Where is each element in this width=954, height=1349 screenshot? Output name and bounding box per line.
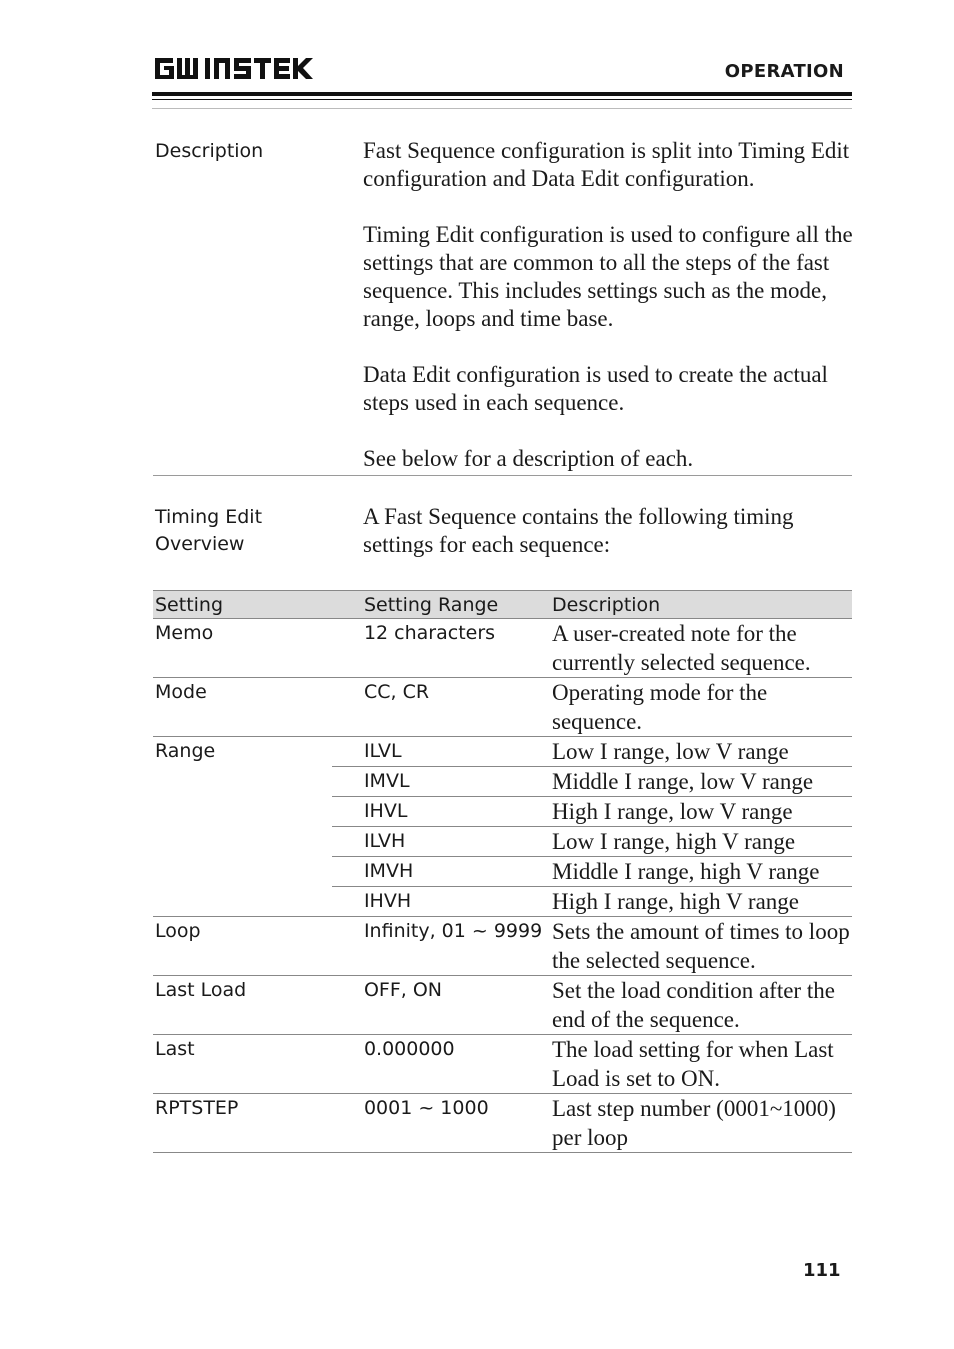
cell-description: Low I range, high V range <box>550 827 852 857</box>
timing-overview-label: Timing Edit Overview <box>155 506 263 555</box>
table-row <box>153 1094 852 1153</box>
section-title: OPERATION <box>724 61 844 82</box>
description-paragraph-4: See below for a description of each. <box>363 446 694 471</box>
table-row <box>153 917 852 976</box>
cell-description: A user-created note for the currently selected sequence. <box>550 619 852 678</box>
section-divider <box>153 475 852 476</box>
description-label: Description <box>155 140 264 162</box>
cell-range: Infinity, 01 ~ 9999 <box>332 917 550 976</box>
header-setting: Setting <box>153 591 332 619</box>
header-setting-range: Setting Range <box>332 591 550 619</box>
cell-description: Middle I range, high V range <box>550 857 852 887</box>
cell-description: Set the load condition after the end of the sequence. <box>550 976 852 1035</box>
table-row <box>153 678 852 737</box>
cell-description: Middle I range, low V range <box>550 767 852 797</box>
cell-setting: Last <box>153 1035 332 1094</box>
cell-range: IHVL <box>332 797 550 827</box>
table-body <box>153 619 852 1153</box>
cell-setting: Loop <box>153 917 332 976</box>
cell-description: Sets the amount of times to loop the selected sequence. <box>550 917 852 976</box>
cell-description: Low I range, low V range <box>550 737 852 767</box>
cell-description: Last step number (0001~1000) per loop <box>550 1094 852 1153</box>
cell-range: ILVH <box>332 827 550 857</box>
cell-range: 12 characters <box>332 619 550 678</box>
cell-description: High I range, low V range <box>550 797 852 827</box>
cell-range: ILVL <box>332 737 550 767</box>
cell-description: The load setting for when Last Load is set to ON. <box>550 1035 852 1094</box>
cell-setting: Last Load <box>153 976 332 1035</box>
cell-setting: Memo <box>153 619 332 678</box>
table-header-row <box>153 591 852 619</box>
cell-setting: Mode <box>153 678 332 737</box>
table-row <box>153 976 852 1035</box>
description-paragraph-1: Fast Sequence configuration is split into Timing Edit configuration and Data Edit configuration. <box>363 138 850 191</box>
cell-description: High I range, high V range <box>550 887 852 917</box>
cell-setting: RPTSTEP <box>153 1094 332 1153</box>
cell-setting: Range <box>153 737 332 917</box>
cell-range: IMVH <box>332 857 550 887</box>
header-rule <box>152 92 852 96</box>
cell-range: 0.000000 <box>332 1035 550 1094</box>
header-description: Description <box>550 591 852 619</box>
page-number: 111 <box>803 1260 841 1281</box>
cell-range: 0001 ~ 1000 <box>332 1094 550 1153</box>
timing-settings-table <box>153 590 852 1153</box>
description-paragraph-3: Data Edit configuration is used to create the actual steps used in each sequence. <box>363 362 828 415</box>
table-row <box>153 737 852 767</box>
table-row <box>153 1035 852 1094</box>
cell-description: Operating mode for the sequence. <box>550 678 852 737</box>
description-paragraph-2: Timing Edit configuration is used to configure all the settings that are common to all the steps of the fast sequence. This includes settings such as the mode, range, loops and time base. <box>363 222 853 331</box>
cell-range: OFF, ON <box>332 976 550 1035</box>
cell-range: CC, CR <box>332 678 550 737</box>
header-rule-thin <box>152 99 852 100</box>
cell-range: IMVL <box>332 767 550 797</box>
cell-range: IHVH <box>332 887 550 917</box>
content-top-rule <box>152 108 852 109</box>
table-row <box>153 619 852 678</box>
gw-instek-logo <box>153 54 323 84</box>
timing-overview-text: A Fast Sequence contains the following timing settings for each sequence: <box>363 504 794 557</box>
